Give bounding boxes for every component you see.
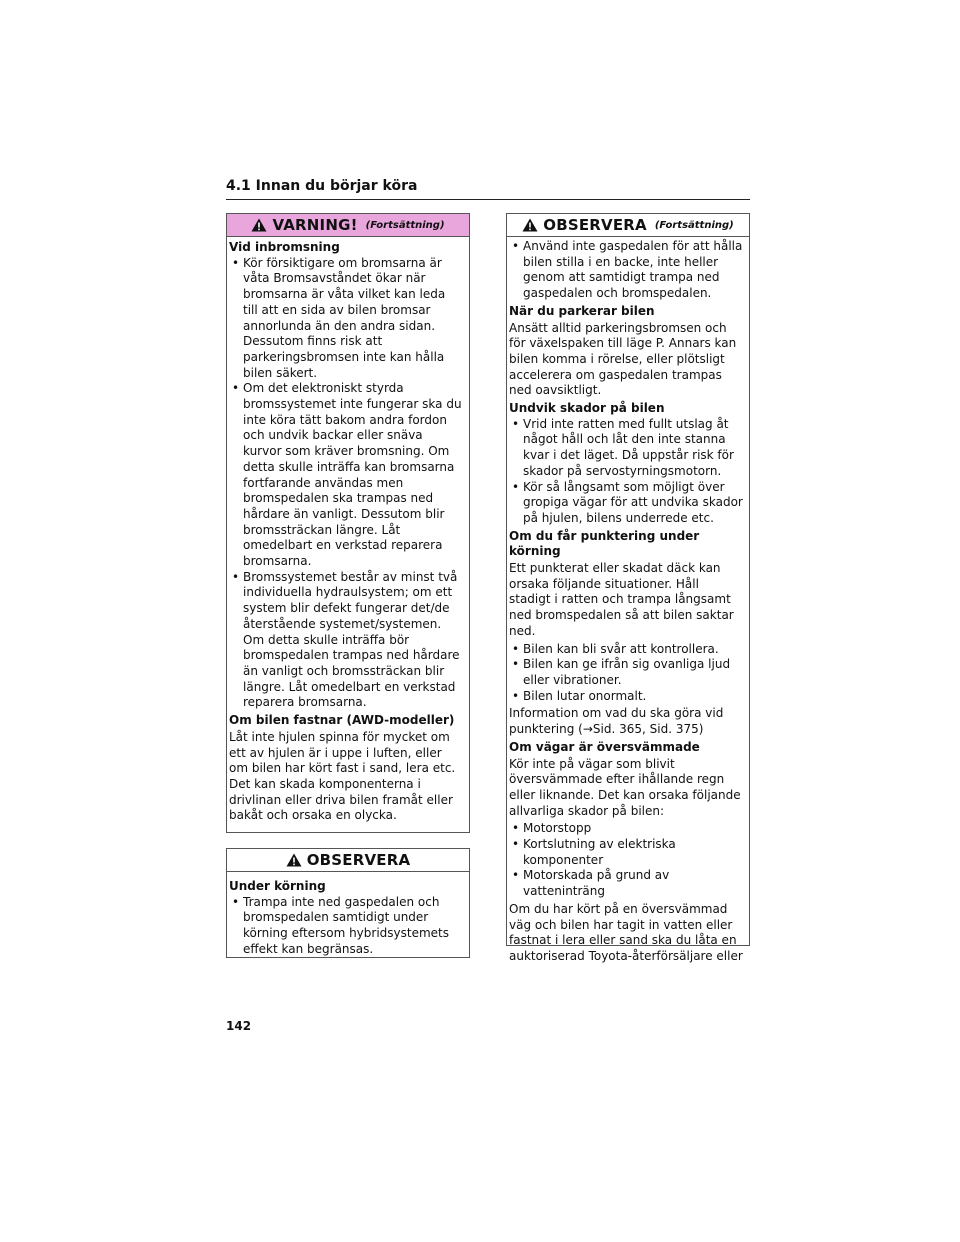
warning-braking-list xyxy=(229,256,463,711)
section-title: 4.1 Innan du börjar köra xyxy=(226,178,418,194)
warning-box xyxy=(226,213,470,833)
notice-flood-closing: Om du har kört på en översvämmad väg och bilen har tagit in vatten eller fastnat i lera eller sand ska du låta en auktoriserad Toyota-återförsäljare eller xyxy=(509,901,743,963)
notice-intro-list xyxy=(509,239,743,302)
list-item: • Om det elektroniskt styrda bromssystemet inte fungerar ska du inte köra tätt bakom andra fordon och undvik backar eller snäva kurvor som kräver bromsning. Om detta skulle inträffa kan bromsarna fortfarande användas men bromspedalen ska trampas ned hårdare än vanligt. Dessutom blir bromssträckan längre. Låt omedelbart en verkstad reparera bromsarna. xyxy=(229,381,463,569)
list-item: • Trampa inte ned gaspedalen och bromspedalen samtidigt under körning eftersom hybridsystemets effekt kan begränsas. xyxy=(229,895,463,958)
warning-heading-braking: Vid inbromsning xyxy=(229,240,340,254)
notice-continued-title: OBSERVERA xyxy=(543,216,647,234)
notice-box xyxy=(226,848,470,958)
list-item: • Motorstopp xyxy=(509,821,743,837)
notice-heading-puncture: Om du får punktering under körning xyxy=(509,528,700,559)
warning-box-body xyxy=(227,237,469,830)
notice-heading-flood: Om vägar är översvämmade xyxy=(509,739,700,754)
warning-triangle-icon xyxy=(251,218,267,232)
list-item: • Bilen kan ge ifrån sig ovanliga ljud eller vibrationer. xyxy=(509,657,743,688)
warning-triangle-icon xyxy=(522,218,538,232)
list-item: • Bilen lutar onormalt. xyxy=(509,689,743,705)
notice-heading-driving: Under körning xyxy=(229,879,326,893)
notice-puncture-list xyxy=(509,642,743,705)
notice-continued-header xyxy=(507,214,749,237)
warning-triangle-icon xyxy=(286,853,302,867)
notice-box-body xyxy=(227,872,469,964)
notice-parking-paragraph: Ansätt alltid parkeringsbromsen och för växelspaken till läge P. Annars kan bilen komma i rörelse, eller plötsligt accelerera om gaspedalen trampas ned oavsiktligt. xyxy=(509,320,737,398)
notice-flood-list xyxy=(509,821,743,900)
warning-heading-stuck: Om bilen fastnar (AWD-modeller) xyxy=(229,713,455,728)
notice-heading-damage: Undvik skador på bilen xyxy=(509,401,665,416)
warning-stuck-paragraph: Låt inte hjulen spinna för mycket om ett av hjulen är i uppe i luften, eller om bilen har kört fast i sand, lera etc. Det kan skada komponenterna i drivlinan eller driva bilen framåt eller bakåt och orsaka en olycka. xyxy=(229,729,456,823)
warning-box-header xyxy=(227,214,469,237)
page-number: 142 xyxy=(226,1019,252,1033)
notice-title: OBSERVERA xyxy=(306,851,411,869)
notice-puncture-paragraph: Ett punkterat eller skadat däck kan orsaka följande situationer. Håll stadigt i ratten och trampa långsamt ned bromspedalen så att bilen saktar ned. xyxy=(509,561,734,638)
warning-title: VARNING! xyxy=(272,216,358,234)
notice-flood-paragraph: Kör inte på vägar som blivit översvämmade efter ihållande regn eller liknande. Det kan orsaka följande allvarliga skador på bilen: xyxy=(509,756,741,818)
notice-continued-body xyxy=(507,237,749,971)
notice-puncture-reference: Information om vad du ska göra vid punktering (→Sid. 365, Sid. 375) xyxy=(509,706,724,737)
notice-continuation: (Fortsättning) xyxy=(654,219,734,231)
list-item: • Vrid inte ratten med fullt utslag åt något håll och låt den inte stanna kvar i det läget. Då uppstår risk för skador på servostyrningsmotorn. xyxy=(509,417,743,480)
list-item: • Kör försiktigare om bromsarna är våta Bromsavståndet ökar när bromsarna är våta vilket kan leda till att en sida av bilen bromsar annorlunda än den andra sidan. Dessutom finns risk att parkeringsbromsen inte kan hålla bilen säkert. xyxy=(229,256,463,382)
list-item: • Motorskada på grund av vatteninträng xyxy=(509,868,743,899)
warning-continuation: (Fortsättning) xyxy=(365,219,445,231)
notice-driving-list xyxy=(229,895,463,958)
list-item: • Kortslutning av elektriska komponenter xyxy=(509,837,743,868)
list-item: • Bromssystemet består av minst två individuella hydraulsystem; om ett system blir defekt fungerar det/de återstående systemet/systemen. Om detta skulle inträffa bör bromspedalen trampas ned hårdare än vanligt och bromssträckan blir längre. Låt omedelbart en verkstad reparera bromsarna. xyxy=(229,570,463,711)
list-item: • Bilen kan bli svår att kontrollera. xyxy=(509,642,743,658)
section-divider xyxy=(226,199,750,200)
notice-heading-parking: När du parkerar bilen xyxy=(509,303,655,318)
notice-damage-list xyxy=(509,417,743,527)
notice-continued-box xyxy=(506,213,750,963)
notice-box-header xyxy=(227,849,469,872)
list-item: • Använd inte gaspedalen för att hålla bilen stilla i en backe, inte heller genom att samtidigt trampa ned gaspedalen och bromspedalen. xyxy=(509,239,743,302)
list-item: • Kör så långsamt som möjligt över gropiga vägar för att undvika skador på hjulen, bilens underrede etc. xyxy=(509,480,743,527)
